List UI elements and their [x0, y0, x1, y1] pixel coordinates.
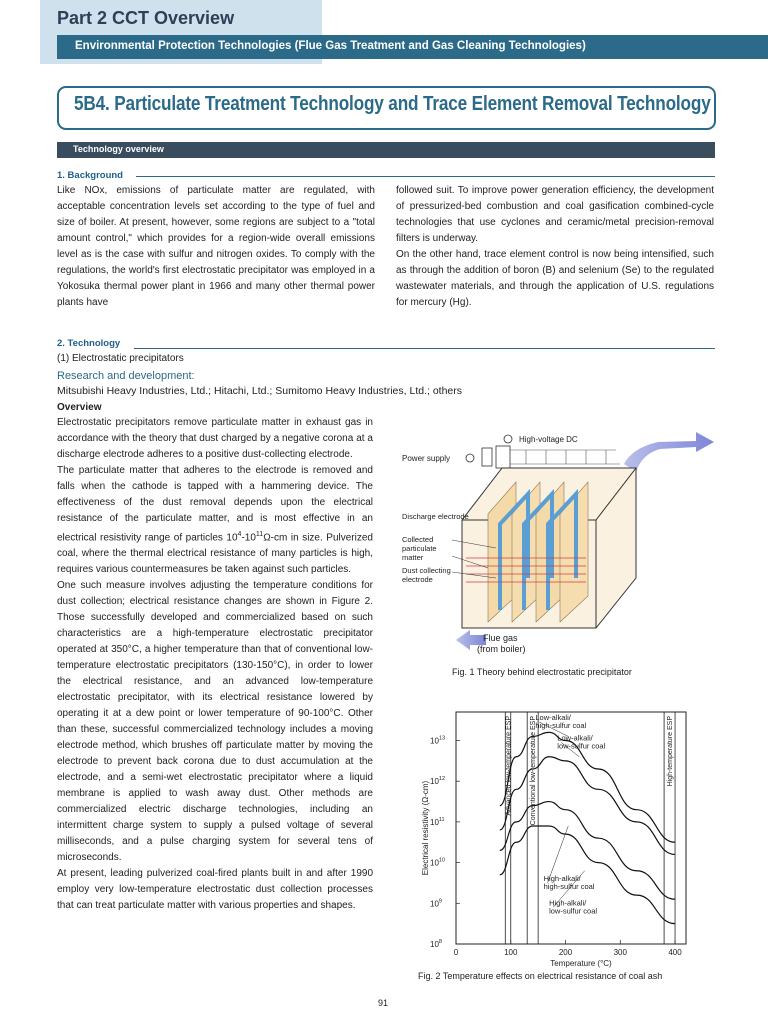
series-label-3-line2: low-sulfur coal: [549, 906, 598, 916]
rectifier-icon: [496, 446, 510, 468]
technology-overview-bar: [57, 142, 715, 158]
discharge-plates: [488, 482, 588, 622]
technology-p1: Electrostatic precipitators remove particulate matter in exhaust gas in accordance with the theory that dust charged by a negative corona at a discharge electrode adheres to a positive dust-collecting electrode.: [57, 417, 373, 460]
technology-p4: At present, leading pulverized coal-fired plants built in and after 1990 employ very low-temperature electrostatic dust collection processes that can treat particulate matter with various properties and shapes.: [57, 868, 373, 912]
x-tick-label-2: 200: [558, 948, 573, 957]
x-tick-label-3: 300: [613, 948, 627, 957]
y-tick-exp-4: 12: [438, 776, 446, 783]
part-title: Part 2 CCT Overview: [57, 8, 235, 28]
series-label-1-line1: Low-alkali/: [557, 733, 593, 743]
y-tick-label-1: $10^9$: [430, 898, 442, 909]
dust-collecting-label-2: electrode: [402, 575, 433, 584]
series-label-1-line2: low-sulfur coal: [557, 741, 606, 751]
figure-1-caption: Fig. 1 Theory behind electrostatic precipitator: [452, 667, 632, 677]
esp-band-label-2: High-temperature ESP: [667, 716, 675, 787]
esp-band-label-0: Advanced low-temperature ESP: [505, 716, 513, 816]
collected-label-1: Collected: [402, 535, 434, 544]
x-axis-label: Temperature (°C): [550, 959, 612, 968]
rd-label: Research and development:: [57, 370, 195, 382]
background-col2-text-b: On the other hand, trace element control is now being intensified, such as through the addition of boron (B) and selenium (Se) to the regulated wastewater materials, and through the application of U.S. regulations for mercury (Hg).: [396, 249, 714, 308]
resistivity-exp-high: 11: [255, 531, 264, 538]
technology-text: [57, 415, 373, 914]
high-voltage-label: High-voltage DC: [519, 435, 578, 444]
technology-overview-label: Technology overview: [73, 144, 164, 154]
y-axis-label: Electrical resistivity (Ω-cm): [421, 780, 430, 876]
background-col2: [396, 183, 714, 311]
y-tick-exp-3: 11: [438, 816, 445, 823]
minus-terminal-icon: [504, 435, 512, 443]
y-tick-label-4: $10^{12}$: [430, 776, 446, 787]
background-col1-text: Like NOx, emissions of particulate matter are regulated, with acceptable concentration levels set according to the type of fuel and size of boiler. At present, however, some regions are subject to a "total amount control," which provides for a region-wide overall emissions level as is the case with sulfur and nitrogen oxides. To comply with the regulations, the world's first electrostatic precipitator was employed in a Yokosuka thermal power plant in 1966 and many other thermal power plants have: [57, 185, 375, 308]
y-tick-exp-1: 9: [438, 898, 442, 905]
header-subtitle: Environmental Protection Technologies (Flue Gas Treatment and Gas Cleaning Technologies): [75, 40, 586, 52]
y-tick-exp-2: 10: [438, 857, 446, 864]
series-label-2-line1: High-alkali/: [543, 873, 581, 883]
y-tick-label-2: $10^{10}$: [430, 857, 446, 868]
ac-source-icon: [466, 454, 474, 462]
background-col2-text-a: followed suit. To improve power generation efficiency, the development of pressurized-bed combustion and coal gasification combined-cycle technologies that use cyclones and ceramic/metal precision-removal filters is underway.: [396, 185, 714, 244]
background-col1: [57, 183, 375, 311]
figure-2-caption: Fig. 2 Temperature effects on electrical resistance of coal ash: [418, 971, 663, 981]
figure-2-chart: [406, 706, 706, 974]
y-tick-label-3: $10^{11}$: [430, 816, 445, 827]
page-title: 5B4. Particulate Treatment Technology and Trace Element Removal Technology: [74, 93, 711, 115]
wiring: [510, 450, 620, 464]
series-label-3-line1: High-alkali/: [549, 898, 587, 908]
dust-collecting-label-1: Dust collecting: [402, 566, 451, 575]
discharge-electrode-label: Discharge electrode: [402, 512, 469, 521]
x-tick-label-0: 0: [453, 948, 459, 957]
companies: Mitsubishi Heavy Industries, Ltd.; Hitachi, Ltd.; Sumitomo Heavy Industries, Ltd.; others: [57, 385, 463, 397]
figure-1-diagram: [396, 428, 718, 658]
y-tick-label-0: $10^8$: [430, 939, 442, 949]
overview-label: Overview: [57, 402, 102, 413]
technology-heading: 2. Technology: [57, 338, 121, 349]
power-supply-label: Power supply: [402, 454, 451, 463]
resistivity-unit: Ω-cm: [263, 532, 288, 544]
technology-p2b: in size. Pulverized coal, where the thermal electrical resistance of many particles is high, requires various countermeasures be taken against such particles.: [57, 532, 373, 576]
background-rule: [136, 176, 715, 177]
y-tick-exp-0: 8: [438, 939, 442, 945]
technology-rule: [134, 348, 715, 349]
series-label-0-line1: Low-alkali/: [535, 713, 571, 723]
y-tick-label-5: $10^{13}$: [430, 735, 446, 746]
resistivity-dash: -10: [241, 532, 256, 544]
x-tick-label-4: 400: [668, 948, 682, 957]
collected-label-2: particulate: [402, 544, 437, 553]
flue-gas-source-label: (from boiler): [477, 644, 526, 654]
series-label-0-line2: high-sulfur coal: [535, 721, 587, 731]
technology-p2a: The particulate matter that adheres to the electrode is removed and falls when the cathode is tapped with a hammering device. The effectiveness of the dust removal depends upon the electrical resistance of the particulate matter, and is most effective in an electrical resistivity range of particles 10: [57, 465, 373, 544]
x-tick-label-1: 100: [504, 948, 518, 957]
outlet-arrow: [624, 432, 714, 472]
technology-p2: [57, 463, 373, 578]
collected-label-3: matter: [402, 553, 424, 562]
series-label-2-line2: high-sulfur coal: [543, 881, 595, 891]
flue-gas-label: Flue gas: [483, 633, 518, 643]
technology-sub1: (1) Electrostatic precipitators: [57, 353, 184, 364]
page-number: 91: [378, 998, 389, 1008]
y-tick-exp-5: 13: [438, 735, 446, 742]
resistivity-exp-low: 4: [237, 531, 242, 538]
esp-band-label-1: Conventional low-temperature ESP: [530, 716, 538, 826]
transformer-icon: [482, 448, 492, 466]
series-line-1: [500, 757, 675, 855]
background-heading: 1. Background: [57, 170, 123, 181]
technology-p3: One such measure involves adjusting the temperature conditions for dust collection; electrical resistance changes are shown in Figure 2. Those successfully developed and commercialized based on such characteristics are a high-temperature electrostatic precipitator operated at 350°C, a higher temperature than that of conventional low-temperature electrostatic precipitators (130-150°C), in order to lower the electrical resistance, and an advanced low-temperature electrostatic precipitator, with its electrical resistance lowered by operating it at a dew point or lower temperature of 90-100°C. Other than these, successful commercialized technology includes a moving electrode method, which brushes off particulate matter by moving the electrode to prevent back corona due to dust accumulation at the electrode, and a semi-wet electrostatic precipitator where a liquid membrane is applied to wash away dust. Other methods are commercialized electric discharge technologies, including an intermittent charge system to supply a pulsed voltage of several milliseconds, and a pulse charging system for several tens of microseconds.: [57, 580, 373, 864]
